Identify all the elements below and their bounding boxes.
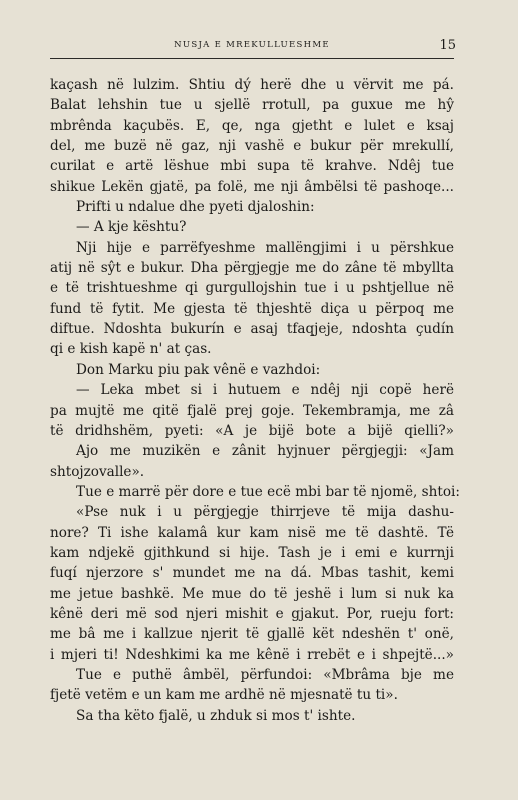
text-line: Ajo me muzikën e zânit hyjnuer përgjegji: «Jam	[76, 443, 454, 460]
text-line: Nji hije e parrëfyeshme mallëngjimi i u përshkue	[76, 239, 454, 256]
text-line: shikue Lekën gjatë, pa folë, me nji âmbëlsi të pashoqe...	[50, 178, 454, 195]
text-line: «Pse nuk i u përgjegje thirrjeve të mija dashu-	[76, 504, 454, 521]
text-line: e të trishtueshme qi gurgullojshin tue i u pshtjellue në	[50, 280, 454, 297]
text-line: — A kje kështu?	[76, 219, 187, 236]
text-line: atij në sŷt e bukur. Dha përgjegje me do zâne të mbyllta	[50, 260, 454, 277]
body-text	[50, 75, 460, 726]
running-head: NUSJA E MREKULLUESHME	[174, 40, 330, 50]
text-line: nore? Ti ishe kalamâ kur kam nisë me të dashtë. Të	[50, 524, 454, 541]
text-line: kênë deri më sod njeri mishit e gjakut. Por, rueju fort:	[50, 605, 454, 622]
text-line: fund të fytit. Me gjesta të thjeshtë diça u përpoq me	[50, 300, 454, 317]
text-line: të dridhshëm, pyeti: «A je bijë bote a bijë qielli?»	[50, 422, 454, 439]
text-line: fuqí njerzore s' mundet me na dá. Mbas tashit, kemi	[50, 565, 454, 582]
text-line: qi e kish kapë n' at ças.	[50, 341, 212, 358]
page-number: 15	[439, 38, 456, 53]
text-line: i mjeri ti! Ndeshkimi ka me kênë i rrebët e i shpejtë...»	[50, 646, 454, 663]
text-line: me bâ me i kallzue njerit të gjallë kët ndeshën t' onë,	[50, 626, 454, 643]
text-line: Tue e puthë âmbël, përfundoi: «Mbrâma bje me	[76, 666, 454, 683]
text-line: del, me buzë në gaz, nji vashë e bukur për mrekullí,	[50, 138, 454, 155]
text-line: — Leka mbet si i hutuem e ndêj nji copë herë	[76, 382, 454, 399]
text-line: curilat e artë lëshue mbi supa të krahve. Ndêj tue	[50, 158, 454, 175]
text-line: fjetë vetëm e un kam me ardhë në mjesnatë tu ti».	[50, 687, 398, 704]
text-line: kam ndjekë gjithkund si hije. Tash je i emi e kurrnji	[50, 544, 454, 561]
text-line: kaçash në lulzim. Shtiu dý herë dhe u vërvit me pá.	[50, 77, 454, 93]
text-line: shtojzovalle».	[50, 463, 145, 480]
text-line: Prifti u ndalue dhe pyeti djaloshin:	[76, 199, 315, 216]
text-line: mbrênda kaçubës. E, qe, nga gjetht e lulet e ksaj	[50, 117, 454, 134]
text-line: Sa tha këto fjalë, u zhduk si mos t' ishte.	[76, 707, 356, 724]
page-header	[50, 38, 454, 58]
text-line: Balat lehshin tue u sjellë rrotull, pa guxue me hŷ	[50, 97, 454, 114]
text-line: Tue e marrë për dore e tue ecë mbi bar të njomë, shtoi:	[76, 483, 460, 500]
text-line: pa mujtë me qitë fjalë prej goje. Tekembramja, me zâ	[50, 402, 454, 419]
text-line: Don Marku piu pak vênë e vazhdoi:	[76, 361, 321, 378]
text-line: me jetue bashkë. Me mue do të jeshë i lum si nuk ka	[50, 585, 454, 602]
header-rule	[50, 58, 454, 59]
text-line: diftue. Ndoshta bukurín e asaj tfaqjeje, ndoshta çudín	[50, 321, 454, 338]
